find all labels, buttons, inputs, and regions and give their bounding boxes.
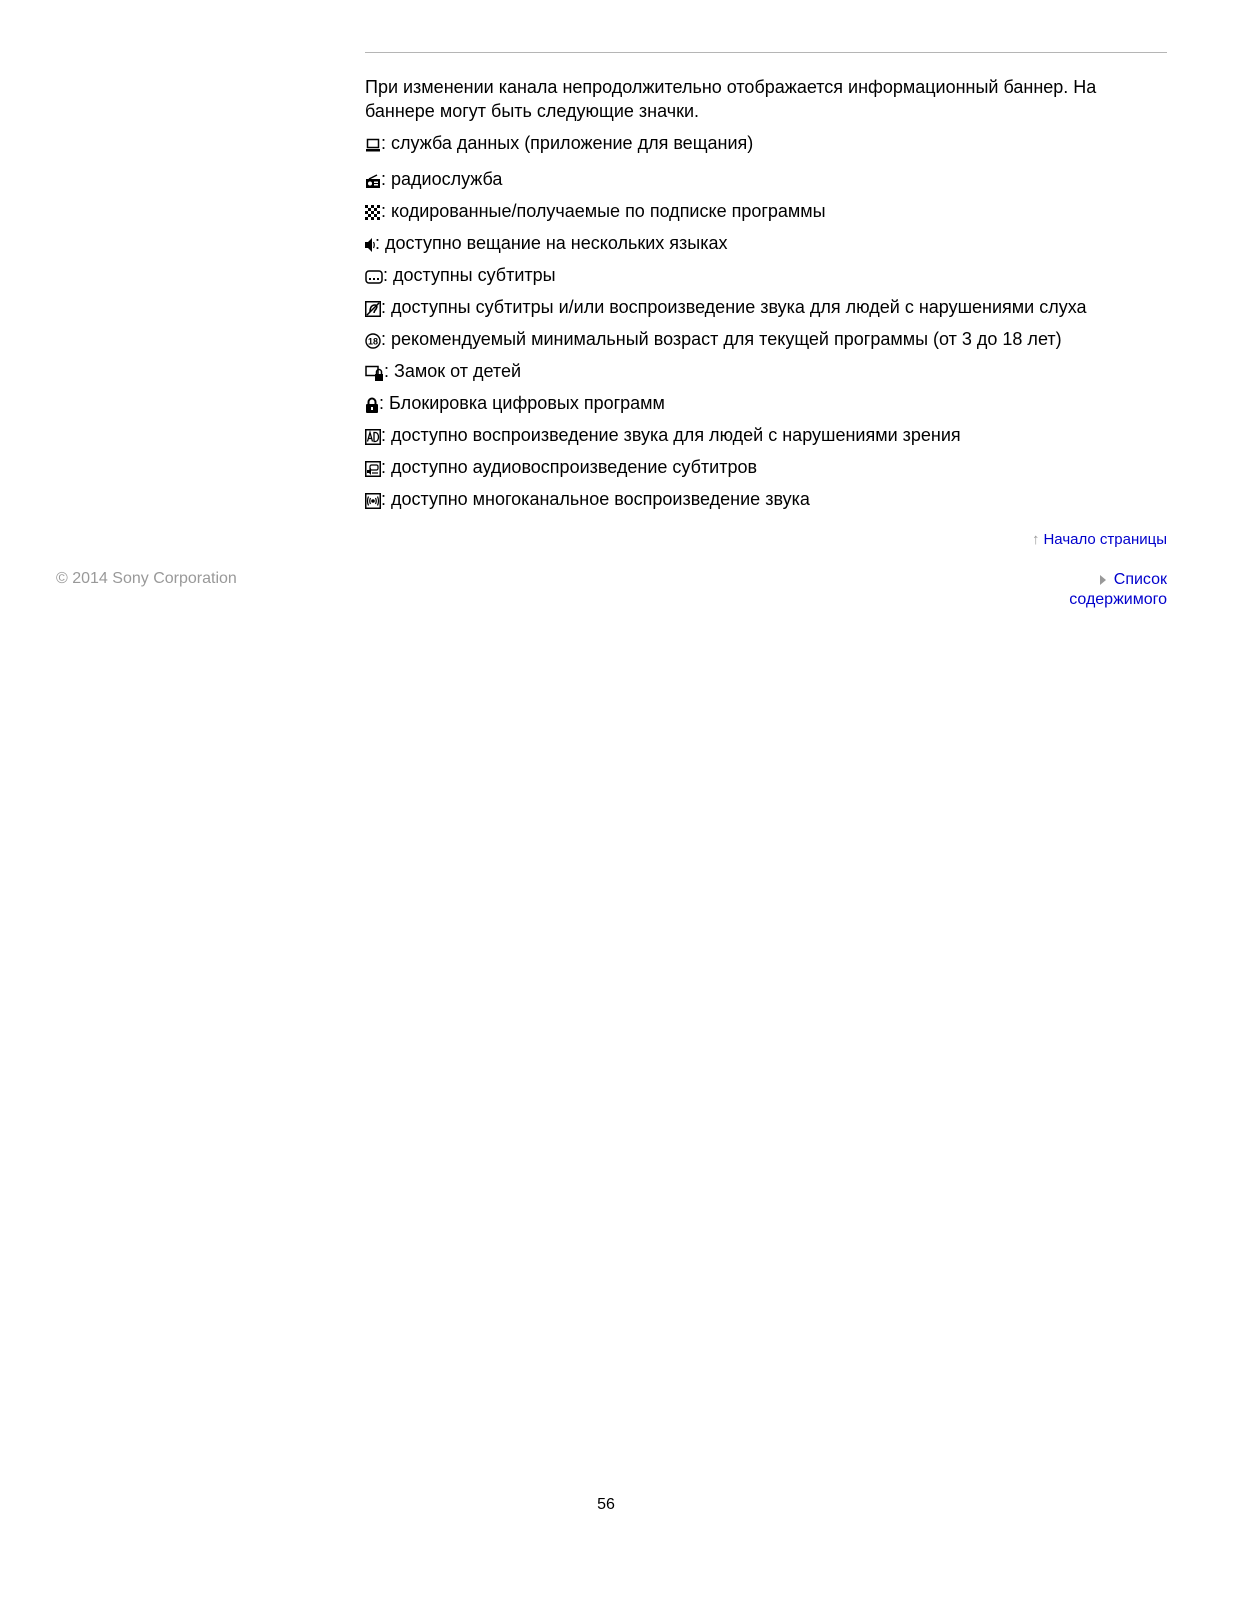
icon-description: : доступны субтитры (383, 265, 556, 285)
radio-icon (365, 173, 381, 189)
icon-description: : Блокировка цифровых программ (379, 393, 665, 413)
data-service-icon (365, 137, 381, 153)
audio-description-icon (365, 429, 381, 445)
list-item (365, 163, 1167, 195)
icon-description: : доступны субтитры и/или воспроизведение звука для людей с нарушениями слуха (381, 297, 1087, 317)
list-item (365, 355, 1167, 387)
table-of-contents-link[interactable]: Список содержимого (1069, 571, 1167, 608)
multichannel-audio-icon (365, 493, 381, 509)
icon-description: : рекомендуемый минимальный возраст для текущей программы (от 3 до 18 лет) (381, 329, 1062, 349)
back-to-top-label: Начало страницы (1043, 531, 1167, 548)
icon-description: : доступно воспроизведение звука для людей с нарушениями зрения (381, 425, 961, 445)
age-rating-badge: 18 (367, 336, 379, 347)
intro-paragraph: При изменении канала непродолжительно отображается информационный баннер. На баннере могут быть следующие значки. (365, 77, 1097, 121)
icon-description: : радиослужба (381, 169, 503, 189)
banner-icon-list (365, 131, 1167, 515)
table-of-contents-nav (1037, 570, 1167, 610)
digital-lock-icon (365, 397, 379, 413)
icon-description: : Замок от детей (384, 361, 522, 381)
icon-description: : доступно многоканальное воспроизведение звука (381, 489, 810, 509)
scrambled-icon (365, 205, 381, 221)
page-number: 56 (597, 1496, 615, 1513)
list-item (365, 451, 1167, 483)
list-item (365, 259, 1167, 291)
list-item (365, 195, 1167, 227)
main-content (365, 75, 1167, 515)
icon-description: : доступно аудиовоспроизведение субтитров (381, 457, 758, 477)
age-rating-icon (365, 333, 381, 349)
parental-lock-icon (365, 365, 384, 381)
copyright: © 2014 Sony Corporation (56, 570, 237, 587)
list-item (365, 387, 1167, 419)
icon-description: : кодированные/получаемые по подписке программы (381, 201, 826, 221)
icon-description: : служба данных (приложение для вещания) (381, 133, 754, 153)
list-item (365, 131, 1167, 155)
subtitles-icon (365, 269, 383, 285)
list-item (365, 227, 1167, 259)
multi-language-icon (365, 237, 375, 253)
header-divider (365, 52, 1167, 53)
spoken-subtitles-icon (365, 461, 381, 477)
icon-description: : доступно вещание на нескольких языках (375, 233, 728, 253)
back-to-top-link[interactable] (1032, 530, 1167, 550)
list-item (365, 323, 1167, 355)
arrow-up-icon: ↑ (1031, 531, 1040, 548)
list-item (365, 419, 1167, 451)
list-item (365, 483, 1167, 515)
hearing-impaired-icon (365, 301, 381, 317)
list-item (365, 291, 1167, 323)
triangle-right-icon (1100, 575, 1106, 585)
